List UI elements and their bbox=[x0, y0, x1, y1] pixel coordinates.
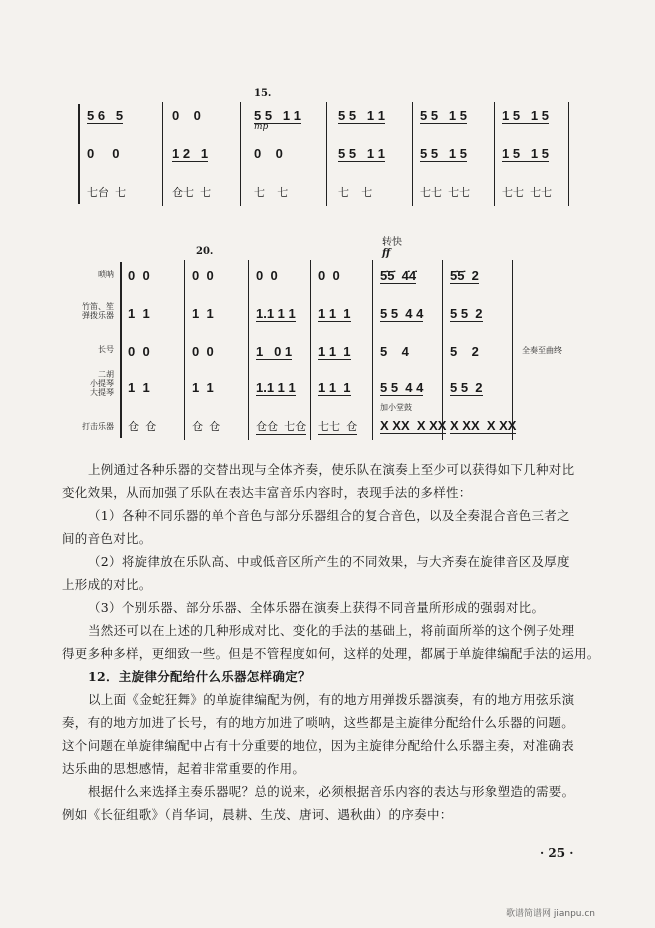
barline bbox=[184, 260, 185, 440]
paragraph-line: 达乐曲的思想感情，起着非常重要的作用。 bbox=[62, 761, 306, 776]
score-cell: 七七 仓 bbox=[318, 418, 357, 435]
score-cell: X XX X XX bbox=[380, 418, 447, 433]
dynamic-mark: mp bbox=[254, 122, 269, 132]
score-cell: 0 0 bbox=[318, 268, 340, 283]
side-note: 全奏至曲终 bbox=[522, 346, 562, 355]
score-cell: 1 5 1 5 bbox=[502, 146, 549, 161]
score-cell: 1 1 bbox=[192, 380, 214, 395]
score-cell: 1 1 1 bbox=[318, 380, 351, 395]
score-cell: 5̇5̇ 2 bbox=[450, 268, 479, 283]
paragraph-line: 上形成的对比。 bbox=[62, 577, 152, 592]
paragraph-line: （3）个别乐器、部分乐器、全体乐器在演奏上获得不同音量所形成的强弱对比。 bbox=[88, 600, 545, 615]
paragraph-line: 根据什么来选择主奏乐器呢？总的说来，必须根据音乐内容的表达与形象塑造的需要。 bbox=[88, 784, 575, 799]
score-cell: 七七 七七 bbox=[420, 187, 471, 199]
score-cell: 七 七 bbox=[254, 187, 289, 199]
score-cell: 1.1 1 1 bbox=[256, 380, 296, 395]
instrument-label: 长号 bbox=[98, 345, 114, 354]
score-cell: 1 1 bbox=[192, 306, 214, 321]
score-cell: 七 七 bbox=[338, 187, 373, 199]
score-cell: 0 0 bbox=[128, 344, 150, 359]
page-number: · 25 · bbox=[540, 846, 574, 860]
score-cell: 0 0 bbox=[254, 146, 283, 161]
score-cell: 0 0 bbox=[192, 344, 214, 359]
score-cell: 七台 七 bbox=[87, 187, 127, 199]
paragraph-line: 这个问题在单旋律编配中占有十分重要的地位，因为主旋律分配给什么乐器主奏，对准确表 bbox=[62, 738, 575, 753]
score-cell: 0 0 bbox=[172, 108, 201, 123]
score-cell: 0 0 bbox=[128, 268, 150, 283]
paragraph-line: 上例通过各种乐器的交替出现与全体齐奏，使乐队在演奏上至少可以获得如下几种对比 bbox=[88, 462, 575, 477]
score-cell: 仓仓 七仓 bbox=[256, 418, 306, 435]
score-cell: X XX X XX bbox=[450, 418, 517, 433]
instrument-label: 二胡 小提琴 大提琴 bbox=[90, 370, 114, 397]
paragraph-line: 奏，有的地方加进了长号，有的地方加进了唢呐，这些都是主旋律分配给什么乐器的问题。 bbox=[62, 715, 575, 730]
barline bbox=[412, 102, 413, 206]
score-cell: 仓 仓 bbox=[192, 421, 221, 433]
barline bbox=[442, 260, 443, 440]
score-cell: 5 5 4 4 bbox=[380, 306, 424, 321]
score-cell: 5 2 bbox=[450, 344, 479, 359]
measure-number: 15. bbox=[254, 88, 272, 99]
barline bbox=[372, 260, 373, 440]
score-cell: 5 6 5 bbox=[87, 108, 124, 123]
barline bbox=[512, 260, 513, 440]
score-cell: 5 5 1 1 bbox=[338, 108, 385, 123]
paragraph-line: 间的音色对比。 bbox=[62, 531, 152, 546]
paragraph-line: 当然还可以在上述的几种形成对比、变化的手法的基础上，将前面所举的这个例子处理 bbox=[88, 623, 575, 638]
paragraph-line: 变化效果，从而加强了乐队在表达丰富音乐内容时，表现手法的多样性： bbox=[62, 485, 472, 500]
score-cell: 1 5 1 5 bbox=[502, 108, 549, 123]
score-cell: 5 5 2 bbox=[450, 380, 483, 395]
score-cell: 0 0 bbox=[192, 268, 214, 283]
score-cell: 1.1 1 1 bbox=[256, 306, 296, 321]
barline bbox=[326, 102, 327, 206]
score-cell: 5̇5̇ 4̇4̇ bbox=[380, 268, 417, 283]
measure-number: 20. bbox=[196, 246, 214, 257]
score-cell: 5 5 1 5 bbox=[420, 108, 467, 123]
score-cell: 0 0 bbox=[256, 268, 278, 283]
score-cell: 仓七 七 bbox=[172, 187, 212, 199]
body-text bbox=[62, 458, 628, 826]
barline bbox=[310, 260, 311, 440]
paragraph-line: 例如《长征组歌》（肖华词，晨耕、生茂、唐诃、遇秋曲）的序奏中： bbox=[62, 807, 453, 822]
score-cell: 5 5 4 4 bbox=[380, 380, 424, 395]
annotation: 加小堂鼓 bbox=[380, 403, 412, 412]
instrument-label: 打击乐器 bbox=[82, 422, 114, 431]
system-brace bbox=[120, 262, 122, 438]
score-cell: 1 1 bbox=[128, 380, 150, 395]
score-cell: 1 1 bbox=[128, 306, 150, 321]
instrument-label: 唢呐 bbox=[98, 270, 114, 279]
score-cell: 1 0 1 bbox=[256, 344, 293, 359]
score-cell: 1 1 1 bbox=[318, 306, 351, 321]
watermark: 歌谱简谱网 jianpu.cn bbox=[506, 909, 596, 919]
system-brace bbox=[78, 104, 80, 204]
score-cell: 1 1 1 bbox=[318, 344, 351, 359]
score-cell: 5 5 1 1 bbox=[338, 146, 385, 161]
barline bbox=[248, 260, 249, 440]
section-heading: 12．主旋律分配给什么乐器怎样确定？ bbox=[88, 669, 311, 684]
score-cell: 5 5 2 bbox=[450, 306, 483, 321]
paragraph-line: （2）将旋律放在乐队高、中或低音区所产生的不同效果，与大齐奏在旋律音区及厚度 bbox=[88, 554, 570, 569]
barline bbox=[494, 102, 495, 206]
score-cell: 1 2 1 bbox=[172, 146, 209, 161]
score-cell: 0 0 bbox=[87, 146, 120, 161]
dynamic-mark: ff bbox=[382, 248, 391, 259]
instrument-label: 竹笛、笙 弹拨乐器 bbox=[82, 302, 114, 320]
tempo-mark: 转快 bbox=[382, 237, 402, 248]
paragraph-line: 以上面《金蛇狂舞》的单旋律编配为例，有的地方用弹拨乐器演奏，有的地方用弦乐演 bbox=[88, 692, 575, 707]
barline bbox=[240, 102, 241, 206]
barline bbox=[162, 102, 163, 206]
score-cell: 仓 仓 bbox=[128, 421, 157, 433]
paragraph-line: 得更多种多样，更细致一些。但是不管程度如何，这样的处理，都属于单旋律编配手法的运用。 bbox=[62, 646, 600, 661]
score-cell: 5 5 1 1 bbox=[254, 108, 301, 123]
score-cell: 七七 七七 bbox=[502, 187, 553, 199]
score-cell: 5 4 bbox=[380, 344, 409, 359]
score-cell: 5 5 1 5 bbox=[420, 146, 467, 161]
paragraph-line: （1）各种不同乐器的单个音色与部分乐器组合的复合音色，以及全奏混合音色三者之 bbox=[88, 508, 570, 523]
barline bbox=[568, 102, 569, 206]
